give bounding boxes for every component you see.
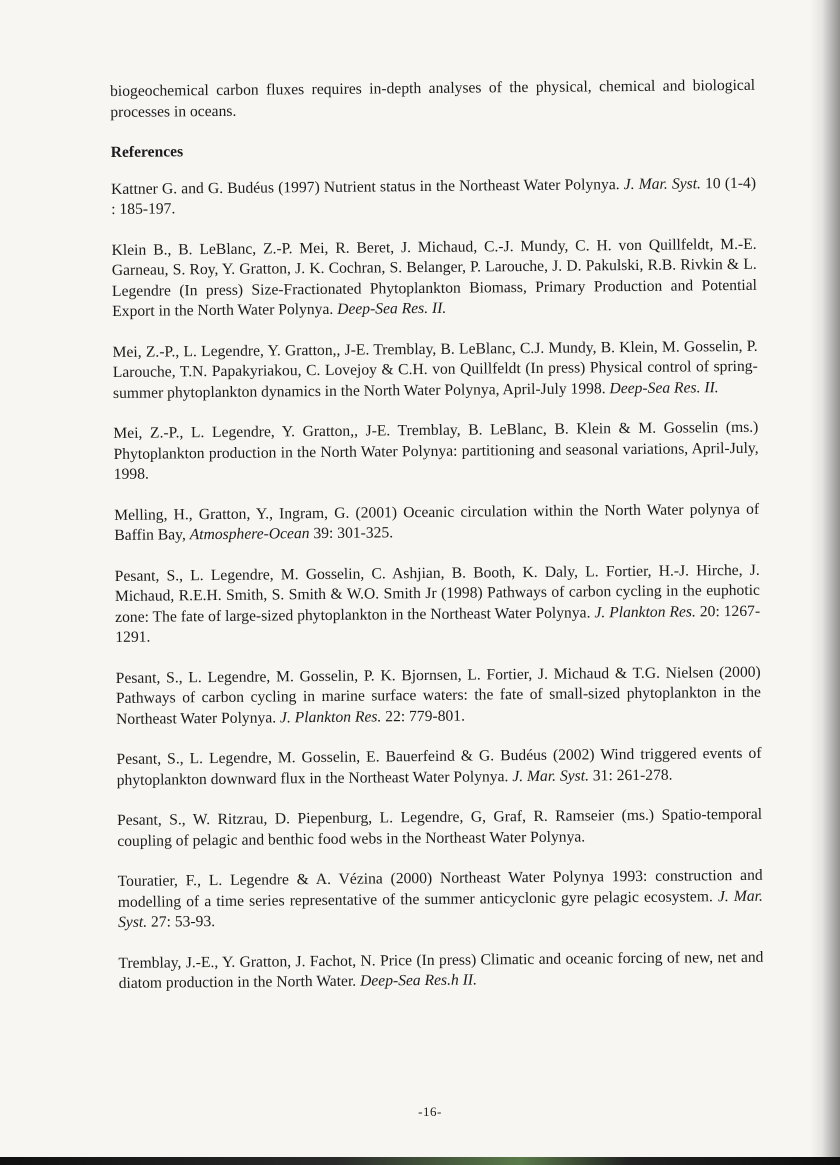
intro-paragraph: biogeochemical carbon fluxes requires in-depth analyses of the physical, chemical and biological processes in oceans. bbox=[110, 76, 756, 121]
reference-text: Melling, H., Gratton, Y., Ingram, G. (2001) Oceanic circulation within the North Water polynya of Baffin Bay, bbox=[114, 500, 760, 544]
reference-volume-pages: 10 (1-4) : 185-197. bbox=[111, 174, 757, 218]
reference-entry bbox=[113, 418, 759, 486]
reference-text: Pesant, S., L. Legendre, M. Gosselin, P. K. Bjornsen, L. Fortier, J. Michaud & T.G. Nielsen (2000) Pathways of carbon cycling in marine surface waters: the fate of small-sized phytoplankton in the Northeast Water Polynya. bbox=[115, 663, 761, 728]
reference-volume-pages: 20: 1267-1291. bbox=[115, 602, 761, 646]
reference-journal: Deep-Sea Res. II. bbox=[337, 299, 447, 318]
reference-text: Pesant, S., L. Legendre, M. Gosselin, E. Bauerfeind & G. Budéus (2002) Wind triggered events of phytoplankton downward flux in the Northeast Water Polynya. bbox=[116, 744, 762, 789]
reference-text: Klein B., B. LeBlanc, Z.-P. Mei, R. Beret, J. Michaud, C.-J. Mundy, C. H. von Quillfeldt, M.-E. Garneau, S. Roy, Y. Gratton, J. K. Cochran, S. Belanger, P. Larouche, J. D. Pakulski, R.B. Rivkin & L. Legendre (In press) Size-Fractionated Phytoplankton Biomass, Primary Production and Potential Export in the North Water Polynya. bbox=[111, 235, 758, 320]
reference-text: Tremblay, J.-E., Y. Gratton, J. Fachot, N. Price (In press) Climatic and oceanic forcing of new, net and diatom production in the North Water. bbox=[118, 948, 764, 992]
scan-bottom-edge bbox=[0, 1157, 840, 1165]
reference-entry bbox=[115, 560, 761, 648]
reference-text: Kattner G. and G. Budéus (1997) Nutrient status in the Northeast Water Polynya. bbox=[110, 175, 624, 198]
reference-text: Touratier, F., L. Legendre & A. Vézina (2000) Northeast Water Polynya 1993: construction and modelling of a time series representative of the summer anticyclonic gyre pelagic ecosystem. bbox=[117, 866, 763, 911]
reference-entry bbox=[114, 499, 759, 546]
reference-journal: Deep-Sea Res. II. bbox=[609, 378, 719, 397]
reference-journal: Atmosphere-Ocean bbox=[189, 525, 310, 544]
reference-volume-pages: 27: 53-93. bbox=[147, 913, 216, 931]
reference-journal: J. Plankton Res. bbox=[279, 707, 382, 726]
reference-volume-pages: 39: 301-325. bbox=[309, 524, 394, 543]
reference-text: Pesant, S., W. Ritzrau, D. Piepenburg, L. Legendre, G, Graf, R. Ramseier (ms.) Spatio-temporal coupling of pelagic and benthic food webs in the Northeast Water Polynya. bbox=[117, 805, 763, 850]
reference-list bbox=[111, 173, 764, 994]
reference-journal: J. Mar. Syst. bbox=[623, 174, 702, 193]
page-number: -16- bbox=[418, 1104, 442, 1119]
reference-volume-pages: 31: 261-278. bbox=[588, 766, 673, 784]
reference-journal: J. Plankton Res. bbox=[594, 602, 696, 621]
reference-volume-pages: 22: 779-801. bbox=[381, 707, 466, 725]
reference-entry bbox=[116, 744, 761, 791]
reference-text: Mei, Z.-P., L. Legendre, Y. Gratton,, J-E. Tremblay, B. LeBlanc, B. Klein & M. Gosselin (ms.) Phytoplankton production in the North Water Polynya: partitioning and seasonal variations, April-July, 1998. bbox=[113, 418, 759, 483]
document-body bbox=[110, 76, 764, 995]
reference-text: Mei, Z.-P., L. Legendre, Y. Gratton,, J-E. Tremblay, B. LeBlanc, C.J. Mundy, B. Klein, M. Gosselin, P. Larouche, T.N. Papakyriakou, C. Lovejoy & C.H. von Quillfeldt (In press) Physical control of spring-summer phytoplankton dynamics in the North Water Polynya, April-July 1998. bbox=[112, 337, 758, 402]
page-edge-shadow bbox=[810, 0, 840, 1165]
reference-entry bbox=[112, 234, 758, 322]
reference-entry bbox=[117, 805, 762, 852]
reference-entry bbox=[118, 866, 764, 934]
reference-entry bbox=[113, 336, 759, 404]
reference-entry bbox=[116, 662, 762, 730]
reference-entry bbox=[111, 173, 756, 220]
reference-journal: Deep-Sea Res.h II. bbox=[359, 971, 478, 990]
reference-entry bbox=[118, 947, 763, 994]
reference-text: Pesant, S., L. Legendre, M. Gosselin, C. Ashjian, B. Booth, K. Daly, L. Fortier, H.-J. Hirche, J. Michaud, R.E.H. Smith, S. Smith & W.O. Smith Jr (1998) Pathways of carbon cycling in the euphotic zone: The fate of large-sized phytoplankton in the Northeast Water Polynya. bbox=[114, 561, 760, 626]
references-heading: References bbox=[110, 143, 184, 161]
reference-journal: J. Mar. Syst. bbox=[117, 887, 763, 931]
reference-journal: J. Mar. Syst. bbox=[512, 766, 590, 785]
